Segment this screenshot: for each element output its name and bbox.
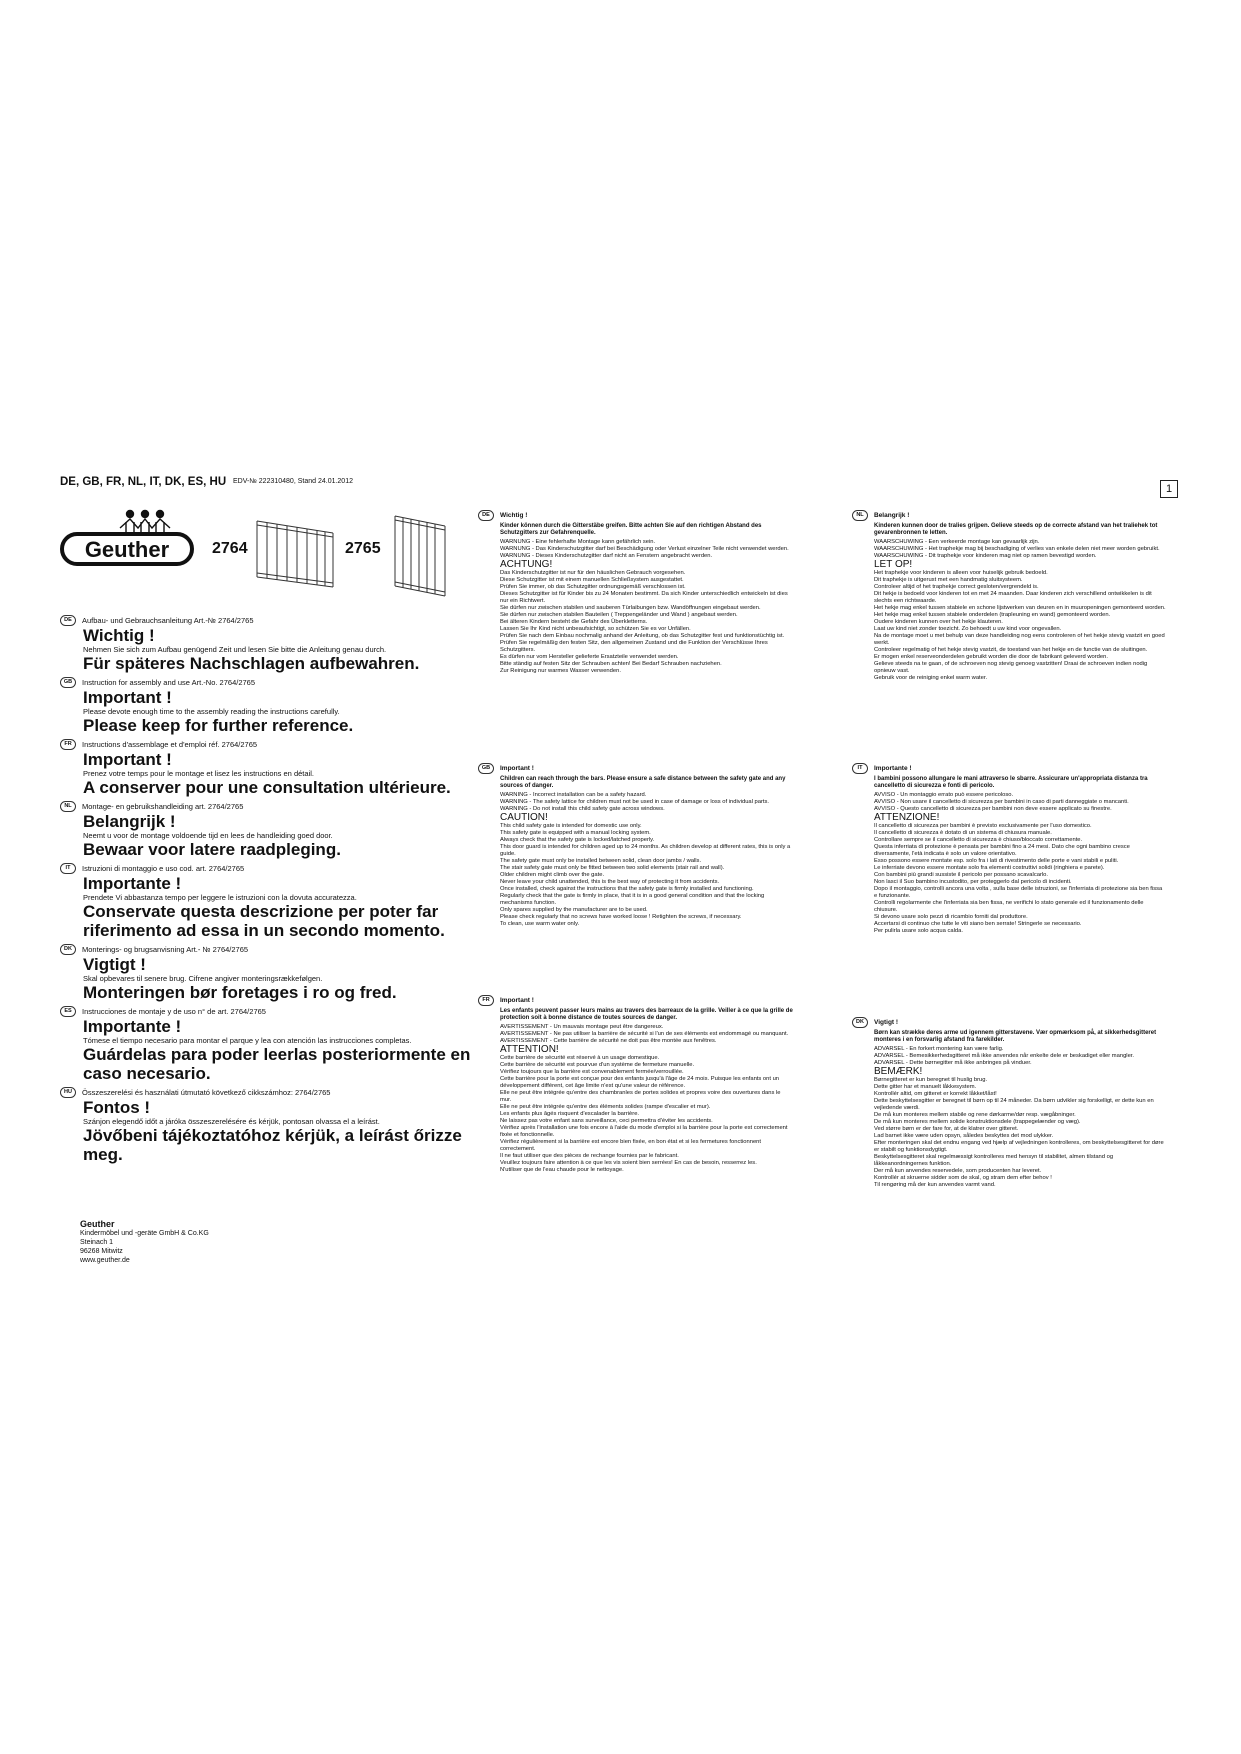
important-heading: Wichtig ! [83,626,155,645]
column-de [478,510,793,675]
instruction-item: Na de montage moet u met behulp van deze handleiding nog eens controleren of het hekje stevig vastzit en goed werkt. [874,633,1165,646]
important-note: Neemt u voor de montage voldoende tijd en lees de handleiding goed door. [83,831,333,840]
instruction-title: Összeszerelési és használati útmutató következő cikkszámhoz: 2764/2765 [82,1088,331,1097]
instruction-item: This door guard is intended for children aged up to 24 months. As children develop at different rates, this is only a guide. [500,844,791,857]
company-address [80,1220,209,1265]
website-link[interactable]: www.geuther.de [80,1257,130,1264]
instruction-item: Cette barrière pour la porte est conçue pour des enfants jusqu'à l'âge de 24 mois. Puisque les enfants ont un développement différent, cet âge limite n'est qu'une valeur de référence. [500,1076,780,1089]
instruction-item: Prüfen Sie regelmäßig den festen Sitz, den allgemeinen Zustand und die Funktion der Verschlüsse Ihres Schutzgitters. [500,640,768,653]
language-section [60,738,480,797]
section-label [60,614,480,626]
instruction-item: Het traphekje voor kinderen is alleen voor huiselijk gebruik bedoeld. [874,570,1048,576]
important-note: Tómese el tiempo necesario para montar el parque y lea con atención las instrucciones completas. [83,1036,412,1045]
warning-item: WAARSCHUWING - Een verkeerde montage kan gevaarlijk zijn. [874,539,1040,545]
important-heading: Important ! [83,750,172,769]
column-header [852,1017,1167,1028]
address-line: Kindermöbel und -geräte GmbH & Co.KG [80,1230,209,1237]
section-label [60,676,480,688]
instruction-title: Instrucciones de montaje y de uso n° de art. 2764/2765 [82,1007,266,1016]
instruction-item: Elle ne peut être intégrée qu'entre des chambranles de portes solides et propres voire des ouvertures dans le mur. [500,1090,781,1103]
instruction-item: Es dürfen nur vom Hersteller gelieferte Ersatzteile verwendet werden. [500,654,679,660]
gate-2765-illustration [393,512,449,598]
warning-list [500,539,793,560]
instruction-item: Sie dürfen nur zwischen stabilen und sauberen Türlaibungen bzw. Wandöffnungen eingebaut werden. [500,605,761,611]
warning-item: WARNUNG - Dieses Kinderschutzgitter darf nicht an Fenstern angebracht werden. [500,553,713,559]
keep-reference-note: Bewaar voor latere raadpleging. [83,840,341,859]
warning-list [874,792,1167,813]
important-note: Nehmen Sie sich zum Aufbau genügend Zeit und lesen Sie bitte die Anleitung genau durch. [83,645,387,654]
instruction-list [874,570,1167,682]
warning-item: AVERTISSEMENT - Un mauvais montage peut être dangereux. [500,1024,664,1030]
instruction-item: Per pulirla usare solo acqua calda. [874,928,963,934]
instruction-item: Les enfants plus âgés risquent d'escalader la barrière. [500,1111,640,1117]
instruction-item: Bei älteren Kindern besteht die Gefahr des Überkletterns. [500,619,648,625]
page-number: 1 [1160,480,1178,498]
instruction-item: The stair safety gate must only be fitted between two solid elements (stair rail and wall). [500,865,725,871]
instruction-item: Het hekje mag enkel tussen stabiele en schone lijstwerken van deuren en in muuropeningen gemonteerd worden. [874,605,1166,611]
keep-reference-note: A conserver pour une consultation ultérieure. [83,778,451,797]
column-nl [852,510,1167,682]
instruction-item: Dette gitter har et manuelt låkkesystem. [874,1084,977,1090]
column-title: Belangrijk ! [874,512,910,519]
warning-list [874,1046,1167,1067]
instruction-item: Das Kinderschutzgitter ist nur für den häuslichen Gebrauch vorgesehen. [500,570,686,576]
instruction-item: Dette beskyttelsesgitter er beregnet til børn op til 24 måneder. Da børn udvikler sig forskelligt, er dette kun en vejledende værdi. [874,1098,1154,1111]
instruction-item: Controleer altijd of het traphekje correct gesloten/vergrendeld is. [874,584,1039,590]
warning-list [500,792,793,813]
warning-item: ADVARSEL - En forkert montering kan være farlig. [874,1046,1004,1052]
instruction-item: De må kun monteres mellem stabile og rene dørkarme/dør resp. vægåbninger. [874,1112,1076,1118]
instruction-item: Het hekje mag enkel tussen stabiele onderdelen (trapleuning en wand) gemonteerd worden. [874,612,1111,618]
lead-warning: I bambini possono allungare le mani attraverso le sbarre. Assicurare un'appropriata distanza tra cancelletto di sicurezza e fonti di pericolo. [874,776,1148,789]
address-line: Steinach 1 [80,1239,114,1246]
instruction-item: Controllare sempre se il cancelletto di sicurezza è chiuso/bloccato correttamente. [874,837,1083,843]
lead-warning: Children can reach through the bars. Please ensure a safe distance between the safety gate and any sources of danger. [500,776,786,789]
lead-warning: Børn kan strække deres arme ud igennem gitterstavene. Vær opmærksom på, at sikkerhedsgitteret monteres i en forsvarlig afstand fra farekilder. [874,1030,1157,1043]
instruction-item: Vérifiez après l'installation une fois encore à l'aide du mode d'emploi si la barrière pour la porte est correctement fixée et fonctionnelle. [500,1125,788,1138]
important-note: Please devote enough time to the assembly reading the instructions carefully. [83,707,340,716]
caution-heading: BEMÆRK! [874,1066,923,1077]
important-heading: Important ! [83,688,172,707]
logo-figures [120,511,170,533]
important-note: Szánjon elegendő időt a járóka összeszerelésére és kérjük, pontosan olvassa el a leírást. [83,1117,380,1126]
instruction-item: Vérifiez toujours que la barrière est convenablement fermée/verrouillée. [500,1069,684,1075]
instruction-item: Laat uw kind niet zonder toezicht. Zo behoedt u uw kind voor ongevallen. [874,626,1062,632]
instruction-list [874,823,1167,935]
keep-reference-note: Please keep for further reference. [83,716,354,735]
edv-number: EDV-№ 222310480, Stand 24.01.2012 [233,478,353,485]
logo-text: Geuther [84,537,170,562]
language-section [60,1005,480,1083]
warning-item: WAARSCHUWING - Het traphekje mag bij beschadiging of verlies van enkele delen niet meer worden gebruikt. [874,546,1160,552]
keep-reference-note: Conservate questa descrizione per poter far riferimento ad essa in un secondo momento. [83,902,445,940]
column-it [852,763,1167,935]
instruction-item: Only spares supplied by the manufacturer are to be used. [500,907,648,913]
lead-warning: Kinderen kunnen door de tralies grijpen. Gelieve steeds op de correcte afstand van het traliehek tot gevarenbronnen te letten. [874,523,1158,536]
important-note: Skal opbevares til senere brug. Cifrene angiver monteringsrækkefølgen. [83,974,323,983]
section-label [60,738,480,750]
keep-reference-note: Guárdelas para poder leerlas posteriormente en caso necesario. [83,1045,471,1083]
instruction-title: Aufbau- und Gebrauchsanleitung Art.-№ 2764/2765 [82,616,254,625]
language-badge: NL [852,510,868,521]
column-title: Important ! [500,997,534,1004]
caution-heading: ACHTUNG! [500,559,553,570]
language-badge: FR [60,739,76,750]
instruction-item: Til rengøring må der kun anvendes varmt vand. [874,1182,996,1188]
important-note: Prendete Vi abbastanza tempo per leggere le istruzioni con la dovuta accuratezza. [83,893,357,902]
language-badge: FR [478,995,494,1006]
keep-reference-note: Jövőbeni tájékoztatóhoz kérjük, a leírást őrizze meg. [83,1126,462,1164]
model-2765: 2765 [345,540,381,557]
instruction-item: Once installed, check against the instructions that the safety gate is firmly installed and functioning. [500,886,754,892]
important-heading: Importante ! [83,1017,182,1036]
language-section [60,614,480,673]
instruction-item: Le inferriate devono essere montate solo fra elementi costruttivi solidi (ringhiera e parete). [874,865,1105,871]
section-label [60,1086,480,1098]
instruction-item: Sie dürfen nur zwischen stabilen Bauteilen ( Treppengeländer und Wand ) angebaut werden. [500,612,738,618]
instruction-item: This child safety gate is intended for domestic use only. [500,823,642,829]
instruction-item: Oudere kinderen kunnen over het hekje klauteren. [874,619,1003,625]
warning-item: WAARSCHUWING - Dit traphekje voor kinderen mag niet op ramen bevestigd worden. [874,553,1097,559]
warning-item: WARNING - The safety lattice for children must not be used in case of damage or loss of individual parts. [500,799,770,805]
instruction-item: Prüfen Sie nach dem Einbau nochmalig anhand der Anleitung, ob das Schutzgitter fest und funktionstüchtig ist. [500,633,785,639]
instruction-title: Monterings- og brugsanvisning Art.- № 2764/2765 [82,945,249,954]
instruction-item: Veuillez toujours faire attention à ce que les vis soient bien serrées! En cas de besoin, resserrez les. [500,1160,757,1166]
language-section [60,943,480,1002]
instruction-title: Montage- en gebruikshandleiding art. 2764/2765 [82,802,244,811]
language-badge: GB [60,677,76,688]
language-badge: HU [60,1087,76,1098]
instruction-item: Non lasci il Suo bambino incustodito, per proteggerlo dal pericolo di incidenti. [874,879,1072,885]
instruction-item: This safety gate is equipped with a manual locking system. [500,830,651,836]
warning-list [874,539,1167,560]
important-heading: Vigtigt ! [83,955,146,974]
instruction-item: Zur Reinigung nur warmes Wasser verwenden. [500,668,621,674]
instruction-item: Dieses Schutzgitter ist für Kinder bis zu 24 Monaten bestimmt. Da sich Kinder unterschiedlich entwickeln ist dies nur ein Richtwert. [500,591,788,604]
warning-item: AVERTISSEMENT - Cette barrière de sécurité ne doit pas être montée aux fenêtres. [500,1038,717,1044]
instruction-item: Diese Schutzgitter ist mit einem manuellen Schließsystem ausgestattet. [500,577,684,583]
language-section [60,800,480,859]
column-title: Vigtigt ! [874,1019,899,1026]
instruction-list [874,1077,1167,1189]
column-fr [478,995,793,1174]
instruction-item: Beskyttelsesgitteret skal regelmæssigt kontrolleres med hensyn til stabilitet, almen tilstand og låkkeanordningernes funktion. [874,1154,1114,1167]
instruction-item: Lassen Sie Ihr Kind nicht unbeaufsichtigt, so schützen Sie es vor Unfällen. [500,626,691,632]
instruction-item: Accertarsi di continuo che tutte le viti siano ben serrate! Stringerle se necessario. [874,921,1082,927]
instruction-item: Gelieve steeds na te gaan, of de schroeven nog stevig genoeg vastzitten! Draai de schroeven indien nodig opnieuw vast. [874,661,1148,674]
warning-item: ADVARSEL - Dette børnegitter må ikke anbringes på vinduer. [874,1060,1032,1066]
caution-heading: LET OP! [874,559,913,570]
language-badge: DK [852,1017,868,1028]
lead-warning: Kinder können durch die Gitterstäbe greifen. Bitte achten Sie auf den richtigen Abstand des Schutzgitters zur Gefahrenquelle. [500,523,762,536]
lead-warning: Les enfants peuvent passer leurs mains au travers des barreaux de la grille. Veiller à ce que la grille de protection soit à bonne distance de toutes sources de danger. [500,1008,793,1021]
instruction-item: Gebruik voor de reiniging enkel warm water. [874,675,988,681]
warning-item: WARNUNG - Das Kinderschutzgitter darf bei Beschädigung oder Verlust einzelner Teile nicht verwendet werden. [500,546,789,552]
left-sections [60,614,480,1167]
instruction-item: Il ne faut utiliser que des pièces de rechange fournies par le fabricant. [500,1153,679,1159]
section-label [60,943,480,955]
column-header [478,763,793,774]
column-header [852,763,1167,774]
keep-reference-note: Monteringen bør foretages i ro og fred. [83,983,397,1002]
language-badge: DE [60,615,76,626]
instruction-item: Prüfen Sie immer, ob das Schutzgitter ordnungsgemäß verschlossen ist. [500,584,686,590]
instruction-title: Instructions d'assemblage et d'emploi réf. 2764/2765 [82,740,258,749]
instruction-title: Istruzioni di montaggio e uso cod. art. 2764/2765 [82,864,245,873]
instruction-item: Vérifiez régulièrement si la barrière est encore bien fixée, en bon état et si les fermetures fonctionnent correctement. [500,1139,761,1152]
instruction-item: Always check that the safety gate is locked/latched properly. [500,837,655,843]
instruction-item: The safety gate must only be installed between solid, clean door jambs / walls. [500,858,702,864]
important-heading: Fontos ! [83,1098,151,1117]
company-name: Geuther [80,1219,115,1229]
geuther-logo [60,506,194,566]
instruction-item: To clean, use warm water only. [500,921,580,927]
instruction-item: De må kun monteres mellem solide konstruktionsdele (trappegelænder og væg). [874,1119,1081,1125]
instruction-item: Cette barrière de sécurité est réservé à un usage domestique. [500,1055,660,1061]
warning-list [500,1024,793,1045]
instruction-list [500,823,793,928]
instruction-list [500,1055,793,1174]
column-title: Importante ! [874,765,912,772]
instruction-item: Controlli regolarmente che l'inferriata sia ben fissa, ne verifichi lo stato generale ed il funzionamento delle chiusure. [874,900,1144,913]
keep-reference-note: Für späteres Nachschlagen aufbewahren. [83,654,420,673]
section-label [60,800,480,812]
instruction-item: Kontrollér at skruerne sidder som de skal, og stram dem efter behov ! [874,1175,1052,1181]
instruction-item: Esso possono essere montate esp. solo fra i lati di rivestimento delle porte e vani stabili e puliti. [874,858,1119,864]
column-title: Important ! [500,765,534,772]
instruction-item: Efter monteringen skal det endnu engang ved hjælp af vejledningen kontrolleres, om beskyttelsesgitteret for døre er stabilt og funktionsdygtigt. [874,1140,1164,1153]
address-line: 96268 Mitwitz [80,1248,123,1255]
language-badge: DK [60,944,76,955]
language-badge: IT [60,863,76,874]
caution-heading: ATTENTION! [500,1044,559,1055]
instruction-item: Dit traphekje is uitgerust met een handmatig sluitsysteem. [874,577,1023,583]
column-title: Wichtig ! [500,512,528,519]
instruction-item: Older children might climb over the gate. [500,872,605,878]
instruction-item: Dit hekje is bedoeld voor kinderen tot en met 24 maanden. Daar kinderen zich verschillend ontwikkelen is dit slechts een richtwaarde. [874,591,1152,604]
caution-heading: ATTENZIONE! [874,812,940,823]
model-2764: 2764 [212,540,248,557]
instruction-list [500,570,793,675]
instruction-item: Controleer regelmatig of het hekje stevig vastzit, de toestand van het hekje en de functie van de sluitingen. [874,647,1148,653]
language-section [60,862,480,940]
instruction-title: Instruction for assembly and use Art.-No. 2764/2765 [82,678,256,687]
warning-item: AVERTISSEMENT - Ne pas utiliser la barrière de sécurité si l'un de ses éléments est endommagé ou manquant. [500,1031,789,1037]
warning-item: WARNING - Do not install this child safety gate across windows. [500,806,665,812]
language-badge: NL [60,801,76,812]
instruction-item: Der må kun anvendes reservedele, som producenten har leveret. [874,1168,1042,1174]
column-gb [478,763,793,928]
instruction-item: Ved større børn er der fare for, at de klatrer over gitteret. [874,1126,1019,1132]
instruction-item: Bitte ständig auf festen Sitz der Schrauben achten! Bei Bedarf Schrauben nachziehen. [500,661,722,667]
instruction-item: Regularly check that the gate is firmly in place, that it is in a good general condition and that the locking mechanisms function. [500,893,765,906]
instruction-item: Questa inferriata di protezione è pensata per bambini fino a 24 mesi. Dato che ogni bambino cresce diversamente, l'età indicata è solo un valore orientativo. [874,844,1130,857]
warning-item: AVVISO - Un montaggio errato può essere pericoloso. [874,792,1014,798]
instruction-item: Børnegitteret er kun beregnet til huslig brug. [874,1077,988,1083]
language-badge: DE [478,510,494,521]
instruction-item: N'utiliser que de l'eau chaude pour le nettoyage. [500,1167,624,1173]
instruction-item: Il cancelletto di sicurezza per bambini è previsto esclusivamente per l'uso domestico. [874,823,1092,829]
language-badge: ES [60,1006,76,1017]
language-list: DE, GB, FR, NL, IT, DK, ES, HU [60,476,227,488]
section-label [60,1005,480,1017]
warning-item: AVVISO - Questo cancelletto di sicurezza per bambini non deve essere applicato su finestre. [874,806,1112,812]
warning-item: AVVISO - Non usare il cancelletto di sicurezza per bambini in caso di parti danneggiate o mancanti. [874,799,1129,805]
language-badge: GB [478,763,494,774]
instruction-item: Lad barnet ikke være uden opsyn, således beskyttes det mod ulykker. [874,1133,1054,1139]
instruction-item: Please check regularly that no screws have worked loose ! Retighten the screws, if necessary. [500,914,742,920]
column-header [478,995,793,1006]
language-section [60,676,480,735]
instruction-item: Cette barrière de sécurité est pourvue d'un système de fermeture manuelle. [500,1062,695,1068]
warning-item: WARNUNG - Eine fehlerhafte Montage kann gefährlich sein. [500,539,656,545]
language-section [60,1086,480,1164]
instruction-item: Elle ne peut être intégrée qu'entre des éléments solides (rampe d'escalier et mur). [500,1104,711,1110]
column-dk [852,1017,1167,1189]
instruction-item: Ne laissez pas votre enfant sans surveillance, ceci permettra d'éviter les accidents. [500,1118,713,1124]
instruction-item: Kontrollér altid, om gitteret er korrekt låkket/låst! [874,1091,997,1097]
caution-heading: CAUTION! [500,812,548,823]
instruction-item: Il cancelletto di sicurezza è dotato di un sistema di chiusura manuale. [874,830,1052,836]
warning-item: ADVARSEL - Bemesikkerhedsgitteret må ikke anvendes når enkelte dele er beskadiget eller mangler. [874,1053,1135,1059]
gate-2764-illustration [255,517,337,589]
instruction-item: Con bambini più grandi sussiste il pericolo per possano scavalcarlo. [874,872,1048,878]
important-heading: Belangrijk ! [83,812,176,831]
column-header [852,510,1167,521]
important-note: Prenez votre temps pour le montage et lisez les instructions en détail. [83,769,314,778]
instruction-item: Dopo il montaggio, controlli ancora una volta , sulla base delle istruzioni, se l'inferriata di protezione sia ben fissa e funzionante. [874,886,1163,899]
warning-item: WARNING - Incorrect installation can be a safety hazard. [500,792,647,798]
important-heading: Importante ! [83,874,182,893]
instruction-item: Never leave your child unattended, this is the best way of protecting it from accidents. [500,879,720,885]
column-header [478,510,793,521]
instruction-item: Er mogen enkel reserveonderdelen gebruikt worden die door de fabrikant geleverd worden. [874,654,1108,660]
instruction-item: Si devono usare solo pezzi di ricambio forniti dal produttore. [874,914,1028,920]
language-badge: IT [852,763,868,774]
section-label [60,862,480,874]
